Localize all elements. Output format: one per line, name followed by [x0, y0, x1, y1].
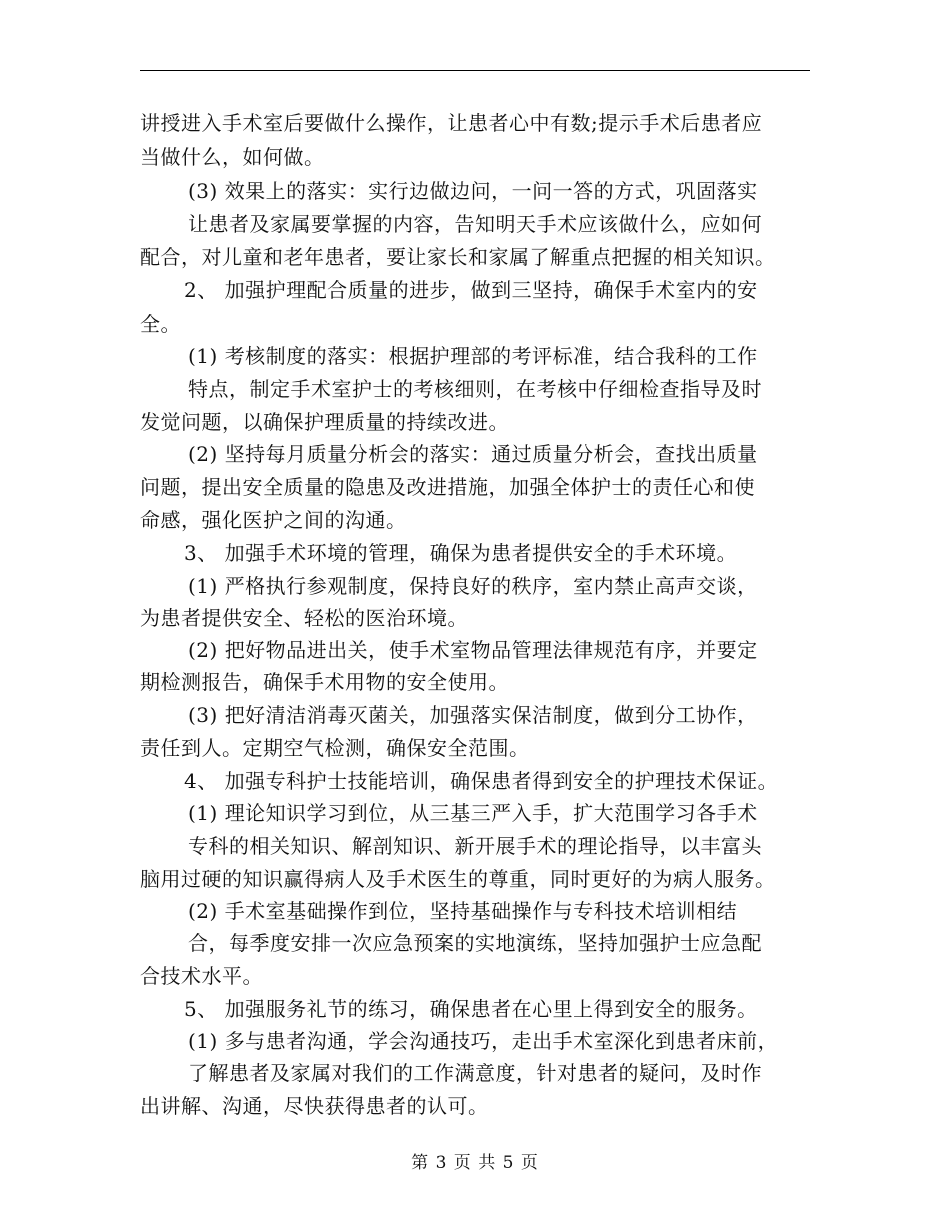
text-line: 发觉问题，以确保护理质量的持续改进。	[140, 410, 509, 434]
text-line: 出讲解、沟通，尽快获得患者的认可。	[140, 1094, 489, 1118]
text-line: 让患者及家属要掌握的内容，告知明天手术应该做什么，应如何	[188, 212, 762, 236]
text-line: (1) 考核制度的落实：根据护理部的考评标准，结合我科的工作	[188, 344, 758, 368]
text-line: (1) 多与患者沟通，学会沟通技巧，走出手术室深化到患者床前，	[188, 1029, 779, 1053]
page-number-footer: 第 3 页 共 5 页	[411, 1153, 539, 1173]
text-line: 特点，制定手术室护士的考核细则，在考核中仔细检查指导及时	[188, 377, 762, 401]
text-line: 当做什么，如何做。	[140, 145, 325, 169]
text-line: 2、 加强护理配合质量的进步，做到三坚持，确保手术室内的安	[184, 278, 758, 302]
text-line: 4、 加强专科护士技能培训，确保患者得到安全的护理技术保证。	[184, 769, 779, 793]
text-line: (1) 严格执行参观制度，保持良好的秩序，室内禁止高声交谈，	[188, 574, 758, 598]
text-line: 命感，强化医护之间的沟通。	[140, 508, 407, 532]
text-line: (2) 手术室基础操作到位，坚持基础操作与专科技术培训相结	[188, 899, 738, 923]
text-line: 了解患者及家属对我们的工作满意度，针对患者的疑问，及时作	[188, 1061, 762, 1085]
text-line: (3) 效果上的落实：实行边做边问，一问一答的方式，巩固落实	[188, 179, 758, 203]
text-line: 脑用过硬的知识赢得病人及手术医生的尊重，同时更好的为病人服务。	[140, 867, 776, 891]
text-line: 合，每季度安排一次应急预案的实地演练，坚持加强护士应急配	[188, 931, 762, 955]
text-line: 为患者提供安全、轻松的医治环境。	[140, 606, 468, 630]
text-line: 期检测报告，确保手术用物的安全使用。	[140, 670, 509, 694]
text-line: (2) 坚持每月质量分析会的落实：通过质量分析会，查找出质量	[188, 442, 758, 466]
text-line: 3、 加强手术环境的管理，确保为患者提供安全的手术环境。	[184, 541, 738, 565]
text-line: (1) 理论知识学习到位，从三基三严入手，扩大范围学习各手术	[188, 801, 758, 825]
text-line: 配合，对儿童和老年患者，要让家长和家属了解重点把握的相关知识。	[140, 245, 776, 269]
text-line: 讲授进入手术室后要做什么操作，让患者心中有数;提示手术后患者应	[140, 111, 763, 135]
text-line: 合技术水平。	[140, 964, 263, 988]
text-line: 专科的相关知识、解剖知识、新开展手术的理论指导，以丰富头	[188, 834, 762, 858]
text-line: (2) 把好物品进出关，使手术室物品管理法律规范有序，并要定	[188, 638, 758, 662]
text-line: 责任到人。定期空气检测，确保安全范围。	[140, 736, 530, 760]
text-line: 全。	[140, 312, 181, 336]
text-line: (3) 把好清洁消毒灭菌关，加强落实保洁制度，做到分工协作，	[188, 703, 758, 727]
text-line: 问题，提出安全质量的隐患及改进措施，加强全体护士的责任心和使	[140, 475, 755, 499]
text-line: 5、 加强服务礼节的练习，确保患者在心里上得到安全的服务。	[184, 997, 758, 1021]
